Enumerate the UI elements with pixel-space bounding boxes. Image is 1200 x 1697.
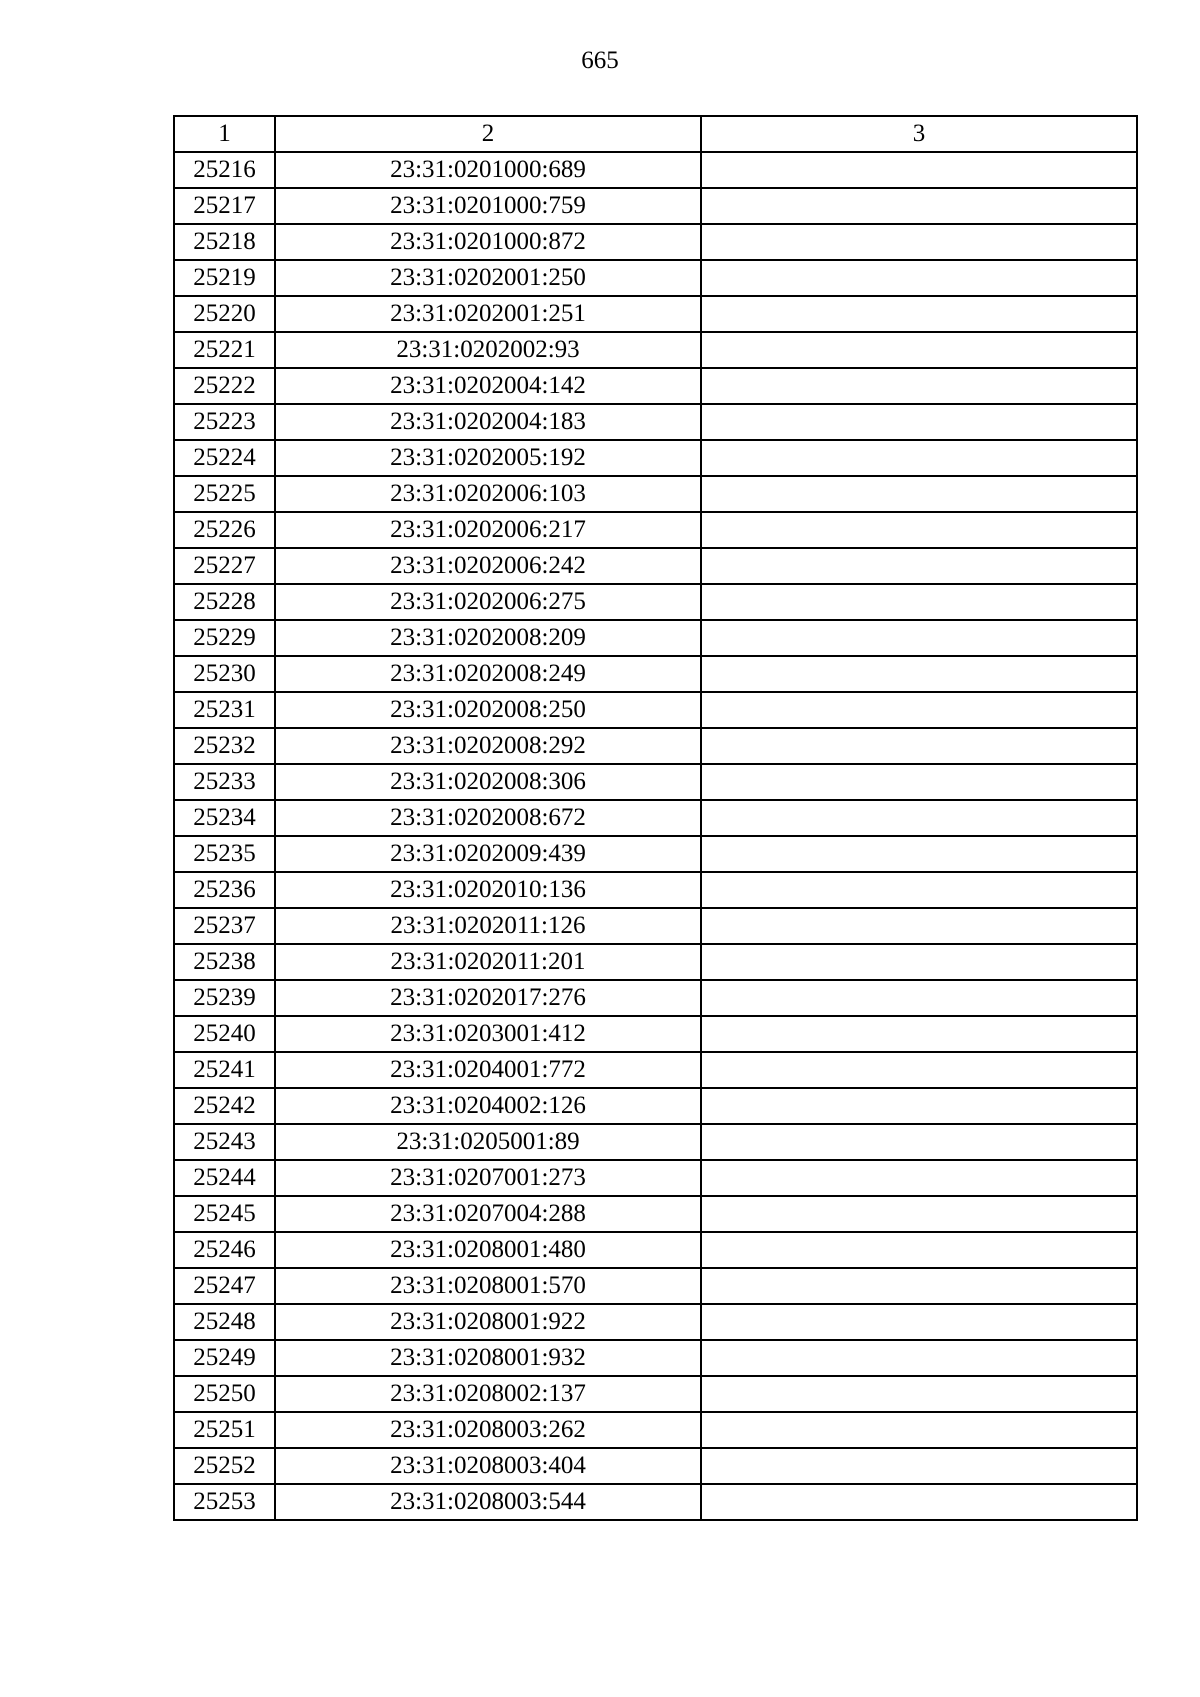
cadastral-number-cell: 23:31:0203001:412: [275, 1016, 701, 1052]
table-row: [174, 836, 1137, 872]
table-row: [174, 656, 1137, 692]
row-number-cell: 25235: [174, 836, 275, 872]
table-body: [174, 152, 1137, 1520]
row-number-cell: 25217: [174, 188, 275, 224]
row-number-cell: 25242: [174, 1088, 275, 1124]
column-3-cell: [701, 656, 1137, 692]
table-row: [174, 980, 1137, 1016]
table-row: [174, 692, 1137, 728]
column-3-cell: [701, 1088, 1137, 1124]
column-header-2: 2: [275, 116, 701, 152]
header-row: [174, 116, 1137, 152]
row-number-cell: 25216: [174, 152, 275, 188]
column-3-cell: [701, 404, 1137, 440]
row-number-cell: 25227: [174, 548, 275, 584]
row-number-cell: 25245: [174, 1196, 275, 1232]
row-number-cell: 25246: [174, 1232, 275, 1268]
table-row: [174, 188, 1137, 224]
row-number-cell: 25237: [174, 908, 275, 944]
column-3-cell: [701, 332, 1137, 368]
table-row: [174, 1340, 1137, 1376]
cadastral-number-cell: 23:31:0201000:759: [275, 188, 701, 224]
cadastral-number-cell: 23:31:0208002:137: [275, 1376, 701, 1412]
row-number-cell: 25226: [174, 512, 275, 548]
row-number-cell: 25231: [174, 692, 275, 728]
table-row: [174, 1268, 1137, 1304]
table-row: [174, 1052, 1137, 1088]
cadastral-number-cell: 23:31:0208003:404: [275, 1448, 701, 1484]
table-row: [174, 728, 1137, 764]
cadastral-number-cell: 23:31:0201000:689: [275, 152, 701, 188]
table-header: [174, 116, 1137, 152]
cadastral-number-cell: 23:31:0208001:480: [275, 1232, 701, 1268]
column-3-cell: [701, 1304, 1137, 1340]
cadastral-number-cell: 23:31:0202008:249: [275, 656, 701, 692]
column-3-cell: [701, 1412, 1137, 1448]
column-3-cell: [701, 800, 1137, 836]
row-number-cell: 25223: [174, 404, 275, 440]
table-row: [174, 224, 1137, 260]
column-3-cell: [701, 548, 1137, 584]
cadastral-number-cell: 23:31:0202017:276: [275, 980, 701, 1016]
column-3-cell: [701, 1052, 1137, 1088]
cadastral-number-cell: 23:31:0208003:544: [275, 1484, 701, 1520]
table-row: [174, 764, 1137, 800]
column-3-cell: [701, 620, 1137, 656]
row-number-cell: 25251: [174, 1412, 275, 1448]
cadastral-number-cell: 23:31:0202008:672: [275, 800, 701, 836]
row-number-cell: 25243: [174, 1124, 275, 1160]
cadastral-number-cell: 23:31:0204001:772: [275, 1052, 701, 1088]
column-3-cell: [701, 152, 1137, 188]
cadastral-number-cell: 23:31:0208001:922: [275, 1304, 701, 1340]
row-number-cell: 25221: [174, 332, 275, 368]
table-row: [174, 944, 1137, 980]
row-number-cell: 25250: [174, 1376, 275, 1412]
table-row: [174, 1412, 1137, 1448]
cadastral-number-cell: 23:31:0202004:142: [275, 368, 701, 404]
cadastral-number-cell: 23:31:0208001:932: [275, 1340, 701, 1376]
cadastral-number-cell: 23:31:0202008:209: [275, 620, 701, 656]
table-row: [174, 404, 1137, 440]
column-3-cell: [701, 1160, 1137, 1196]
column-3-cell: [701, 944, 1137, 980]
row-number-cell: 25229: [174, 620, 275, 656]
table-row: [174, 908, 1137, 944]
table-row: [174, 1088, 1137, 1124]
row-number-cell: 25252: [174, 1448, 275, 1484]
table-row: [174, 260, 1137, 296]
row-number-cell: 25240: [174, 1016, 275, 1052]
cadastral-number-cell: 23:31:0202009:439: [275, 836, 701, 872]
cadastral-number-cell: 23:31:0202006:242: [275, 548, 701, 584]
table-row: [174, 1016, 1137, 1052]
cadastral-number-cell: 23:31:0202008:306: [275, 764, 701, 800]
row-number-cell: 25224: [174, 440, 275, 476]
cadastral-number-cell: 23:31:0202011:201: [275, 944, 701, 980]
row-number-cell: 25222: [174, 368, 275, 404]
row-number-cell: 25220: [174, 296, 275, 332]
row-number-cell: 25241: [174, 1052, 275, 1088]
column-3-cell: [701, 1232, 1137, 1268]
table-row: [174, 440, 1137, 476]
column-header-3: 3: [701, 116, 1137, 152]
column-3-cell: [701, 692, 1137, 728]
column-3-cell: [701, 440, 1137, 476]
table-row: [174, 620, 1137, 656]
cadastral-number-cell: 23:31:0207001:273: [275, 1160, 701, 1196]
cadastral-number-cell: 23:31:0202008:250: [275, 692, 701, 728]
row-number-cell: 25218: [174, 224, 275, 260]
row-number-cell: 25248: [174, 1304, 275, 1340]
table-row: [174, 1160, 1137, 1196]
row-number-cell: 25234: [174, 800, 275, 836]
cadastral-number-cell: 23:31:0202005:192: [275, 440, 701, 476]
cadastral-number-cell: 23:31:0202006:103: [275, 476, 701, 512]
table-row: [174, 1304, 1137, 1340]
row-number-cell: 25238: [174, 944, 275, 980]
row-number-cell: 25233: [174, 764, 275, 800]
cadastral-number-cell: 23:31:0202004:183: [275, 404, 701, 440]
column-3-cell: [701, 1448, 1137, 1484]
cadastral-number-cell: 23:31:0202010:136: [275, 872, 701, 908]
column-3-cell: [701, 1016, 1137, 1052]
table-row: [174, 800, 1137, 836]
table-row: [174, 368, 1137, 404]
table-row: [174, 152, 1137, 188]
column-3-cell: [701, 584, 1137, 620]
row-number-cell: 25239: [174, 980, 275, 1016]
column-header-1: 1: [174, 116, 275, 152]
cadastral-number-cell: 23:31:0202008:292: [275, 728, 701, 764]
table-row: [174, 1232, 1137, 1268]
column-3-cell: [701, 1484, 1137, 1520]
cadastral-number-cell: 23:31:0202001:250: [275, 260, 701, 296]
column-3-cell: [701, 1340, 1137, 1376]
page-number: 665: [581, 47, 619, 74]
column-3-cell: [701, 908, 1137, 944]
row-number-cell: 25236: [174, 872, 275, 908]
table-row: [174, 1196, 1137, 1232]
cadastral-number-cell: 23:31:0205001:89: [275, 1124, 701, 1160]
column-3-cell: [701, 260, 1137, 296]
cadastral-number-cell: 23:31:0202006:217: [275, 512, 701, 548]
column-3-cell: [701, 836, 1137, 872]
column-3-cell: [701, 1376, 1137, 1412]
column-3-cell: [701, 1196, 1137, 1232]
table-row: [174, 584, 1137, 620]
cadastral-number-cell: 23:31:0202011:126: [275, 908, 701, 944]
row-number-cell: 25247: [174, 1268, 275, 1304]
table-row: [174, 1124, 1137, 1160]
column-3-cell: [701, 728, 1137, 764]
column-3-cell: [701, 1124, 1137, 1160]
column-3-cell: [701, 368, 1137, 404]
table-row: [174, 872, 1137, 908]
column-3-cell: [701, 980, 1137, 1016]
row-number-cell: 25244: [174, 1160, 275, 1196]
table-row: [174, 1448, 1137, 1484]
table-row: [174, 548, 1137, 584]
table-row: [174, 512, 1137, 548]
column-3-cell: [701, 224, 1137, 260]
row-number-cell: 25225: [174, 476, 275, 512]
row-number-cell: 25230: [174, 656, 275, 692]
table-row: [174, 296, 1137, 332]
table-row: [174, 476, 1137, 512]
column-3-cell: [701, 1268, 1137, 1304]
row-number-cell: 25232: [174, 728, 275, 764]
cadastral-number-cell: 23:31:0208003:262: [275, 1412, 701, 1448]
cadastral-number-cell: 23:31:0204002:126: [275, 1088, 701, 1124]
table-row: [174, 1376, 1137, 1412]
cadastral-number-cell: 23:31:0207004:288: [275, 1196, 701, 1232]
row-number-cell: 25228: [174, 584, 275, 620]
cadastral-number-cell: 23:31:0201000:872: [275, 224, 701, 260]
table-row: [174, 1484, 1137, 1520]
column-3-cell: [701, 296, 1137, 332]
cadastral-number-cell: 23:31:0202001:251: [275, 296, 701, 332]
column-3-cell: [701, 188, 1137, 224]
cadastral-number-cell: 23:31:0202006:275: [275, 584, 701, 620]
cadastral-number-cell: 23:31:0202002:93: [275, 332, 701, 368]
cadastral-number-cell: 23:31:0208001:570: [275, 1268, 701, 1304]
table-row: [174, 332, 1137, 368]
column-3-cell: [701, 764, 1137, 800]
row-number-cell: 25249: [174, 1340, 275, 1376]
row-number-cell: 25219: [174, 260, 275, 296]
column-3-cell: [701, 512, 1137, 548]
row-number-cell: 25253: [174, 1484, 275, 1520]
cadastral-table: [173, 115, 1138, 1521]
column-3-cell: [701, 872, 1137, 908]
column-3-cell: [701, 476, 1137, 512]
